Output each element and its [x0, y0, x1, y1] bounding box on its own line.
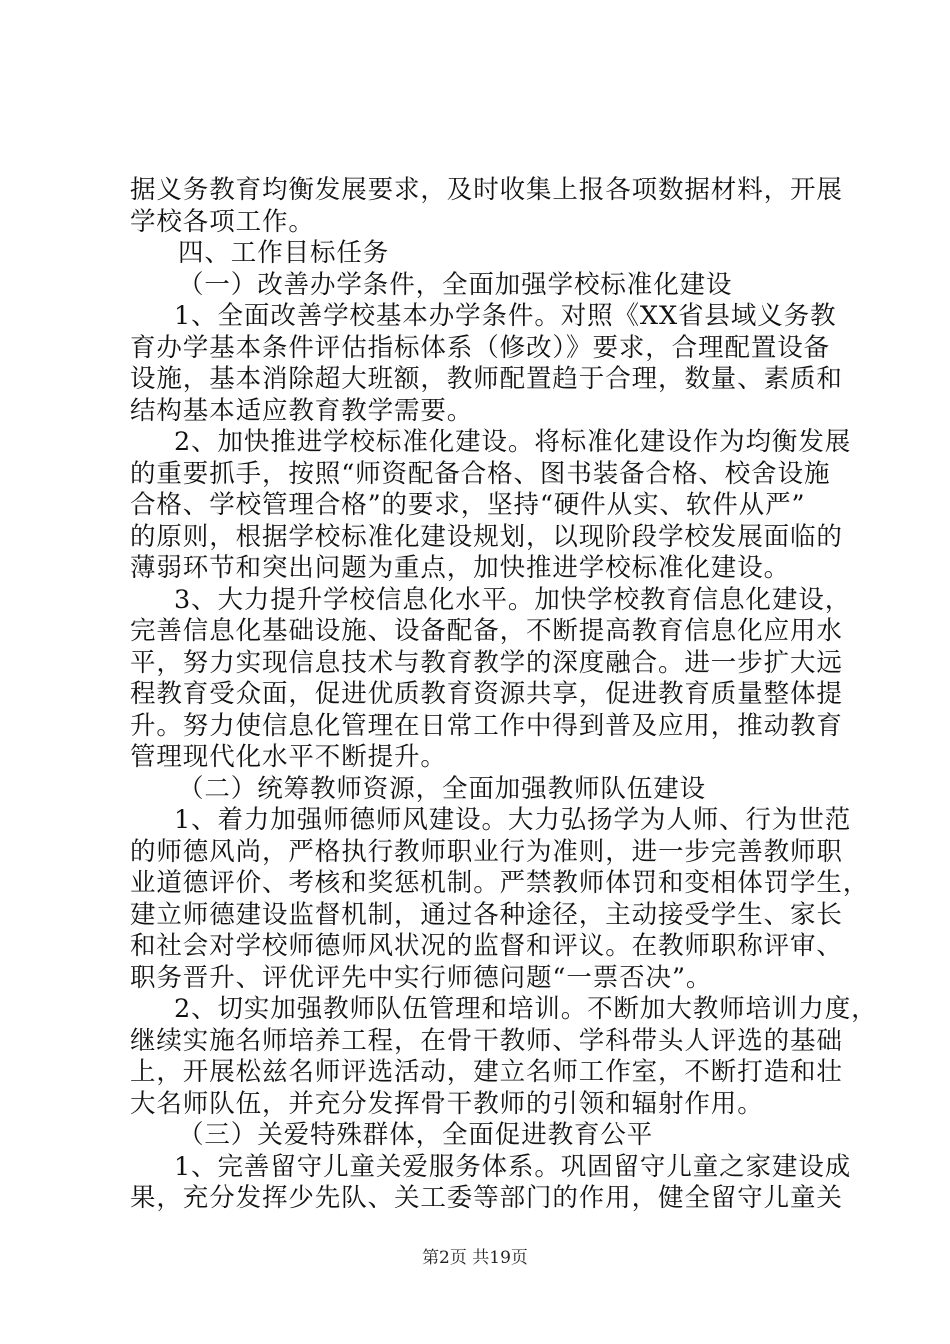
text-line: 管理现代化水平不断提升。 [130, 742, 447, 772]
document-body [130, 175, 878, 1215]
text-line: 继续实施名师培养工程，在骨干教师、学科带头人评选的基础 [130, 1025, 843, 1056]
page-footer: 第2页 共19页 [422, 1248, 528, 1268]
text-line: 的重要抓手，按照“师资配备合格、图书装备合格、校舍设施 [130, 458, 831, 489]
text-line: 和社会对学校师德师风状况的监督和评议。在教师职称评审、 [130, 931, 843, 961]
text-line: 2、切实加强教师队伍管理和培训。不断加大教师培训力度， [174, 994, 878, 1024]
text-line: 果，充分发挥少先队、关工委等部门的作用，健全留守儿童关 [130, 1183, 843, 1213]
text-line: 1、完善留守儿童关爱服务体系。巩固留守儿童之家建设成 [174, 1151, 852, 1182]
text-line: 升。努力使信息化管理在日常工作中得到普及应用，推动教育 [130, 710, 843, 741]
text-line: 据义务教育均衡发展要求，及时收集上报各项数据材料，开展 [130, 175, 843, 205]
text-line: 1、全面改善学校基本办学条件。对照《XX省县域义务教 [174, 301, 837, 331]
text-line: 薄弱环节和突出问题为重点，加快推进学校标准化建设。 [130, 553, 791, 583]
text-line: 职务晋升、评优评先中实行师德问题“一票否决”。 [130, 962, 713, 993]
text-line: 结构基本适应教育教学需要。 [130, 395, 474, 426]
text-line: 程教育受众面，促进优质教育资源共享，促进教育质量整体提 [130, 679, 843, 709]
text-line: 的原则，根据学校标准化建设规划，以现阶段学校发展面临的 [130, 521, 843, 552]
text-line: 育办学基本条件评估指标体系（修改）》要求，合理配置设备 [130, 332, 831, 363]
text-line: 建立师德建设监督机制，通过各种途径，主动接受学生、家长 [130, 899, 843, 930]
text-line: 设施，基本消除超大班额，教师配置趋于合理，数量、素质和 [130, 364, 843, 394]
text-line: （一）改善办学条件，全面加强学校标准化建设 [178, 269, 733, 300]
text-line: （二）统筹教师资源，全面加强教师队伍建设 [178, 773, 707, 804]
text-line: 完善信息化基础设施、设备配备，不断提高教育信息化应用水 [130, 616, 843, 646]
text-line: 四、工作目标任务 [178, 238, 390, 268]
text-line: 学校各项工作。 [130, 206, 315, 237]
text-line: 1、着力加强师德师风建设。大力弘扬学为人师、行为世范 [174, 805, 852, 835]
text-line: 合格、学校管理合格”的要求，坚持“硬件从实、软件从严” [130, 490, 806, 520]
text-line: 大名师队伍，并充分发挥骨干教师的引领和辐射作用。 [130, 1088, 764, 1119]
text-line: 平，努力实现信息技术与教育教学的深度融合。进一步扩大远 [130, 647, 843, 678]
text-line: 上，开展松兹名师评选活动，建立名师工作室，不断打造和壮 [130, 1057, 843, 1087]
text-line: 3、大力提升学校信息化水平。加快学校教育信息化建设， [174, 584, 852, 615]
text-line: 2、加快推进学校标准化建设。将标准化建设作为均衡发展 [174, 427, 852, 457]
text-line: （三）关爱特殊群体，全面促进教育公平 [178, 1120, 654, 1150]
text-line: 业道德评价、考核和奖惩机制。严禁教师体罚和变相体罚学生， [130, 868, 870, 898]
text-line: 的师德风尚，严格执行教师职业行为准则，进一步完善教师职 [130, 836, 843, 867]
